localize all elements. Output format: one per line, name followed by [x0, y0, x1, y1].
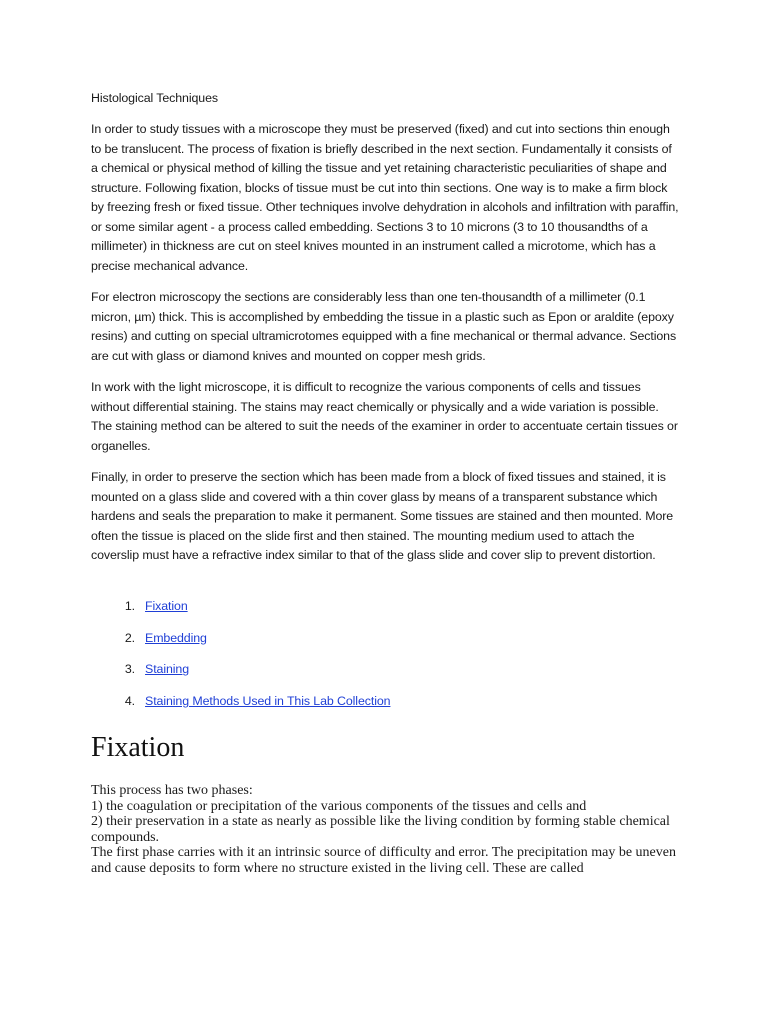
section-line: This process has two phases: [91, 783, 253, 798]
toc-link-staining[interactable]: Staining [145, 662, 190, 677]
toc-item [91, 597, 390, 629]
toc-number: 4. [124, 694, 135, 709]
paragraph-mounting: Finally, in order to preserve the section which has been made from a block of fixed tissues and stained, it is mounted on a glass slide and covered with a thin cover glass by means of a transparent substance which hardens and seals the preparation to make it permanent. Some tissues are stained and then mounted. More often the tissue is placed on the slide first and then stained. The mounting medium used to attach the coverslip must have a refractive index similar to that of the glass slide and cover slip to prevent distortion. [91, 470, 674, 562]
toc-number: 2. [124, 630, 135, 645]
section-line: 2) their preservation in a state as nearly as possible like the living condition by forming stable chemical compounds. [91, 814, 670, 845]
section-line: 1) the coagulation or precipitation of the various components of the tissues and cells and [91, 798, 587, 814]
paragraph-electron-microscopy: For electron microscopy the sections are considerably less than one ten-thousandth of a millimeter (0.1 micron, µm) thick. This is accomplished by embedding the tissue in a plastic such as Epon or araldite (epoxy resins) and cutting on special ultramicrotomes equipped with a fine mechanical or thermal advance. Sections are cut with glass or diamond knives and mounted on copper mesh grids. [91, 290, 677, 363]
paragraph-intro: In order to study tissues with a microscope they must be preserved (fixed) and cut into sections thin enough to be translucent. The process of fixation is briefly described in the next section. Fundamentally it consists of a chemical or physical method of killing the tissue and yet retaining characteristic peculiarities of shape and structure. Following fixation, blocks of tissue must be cut into thin sections. One way is to make a firm block by freezing fresh or fixed tissue. Other techniques involve dehydration in alcohols and infiltration with paraffin, or some similar agent - a process called embedding. Sections 3 to 10 microns (3 to 10 thousandths of a millimeter) in thickness are cut on steel knives mounted in an instrument called a microtome, which has a precise mechanical advance. [91, 122, 679, 273]
toc-item [91, 660, 390, 692]
table-of-contents [91, 597, 390, 724]
section-body-fixation [91, 783, 691, 876]
toc-link-staining-methods[interactable]: Staining Methods Used in This Lab Collection [145, 694, 391, 709]
document-title: Histological Techniques [91, 91, 218, 105]
toc-number: 1. [124, 599, 135, 613]
paragraph-staining: In work with the light microscope, it is difficult to recognize the various components of cells and tissues without differential staining. The stains may react chemically or physically and a wide variation is possible. The staining method can be altered to suit the needs of the examiner in order to accentuate certain tissues or organelles. [91, 380, 678, 453]
toc-link-embedding[interactable]: Embedding [145, 630, 207, 645]
toc-link-fixation[interactable]: Fixation [145, 599, 188, 613]
section-heading-fixation: Fixation [91, 732, 185, 763]
section-line: The first phase carries with it an intrinsic source of difficulty and error. The precipitation may be uneven and cause deposits to form where no structure existed in the living cell. These are called [91, 845, 676, 876]
toc-item [91, 629, 390, 661]
toc-number: 3. [124, 662, 135, 677]
toc-item [91, 692, 390, 724]
